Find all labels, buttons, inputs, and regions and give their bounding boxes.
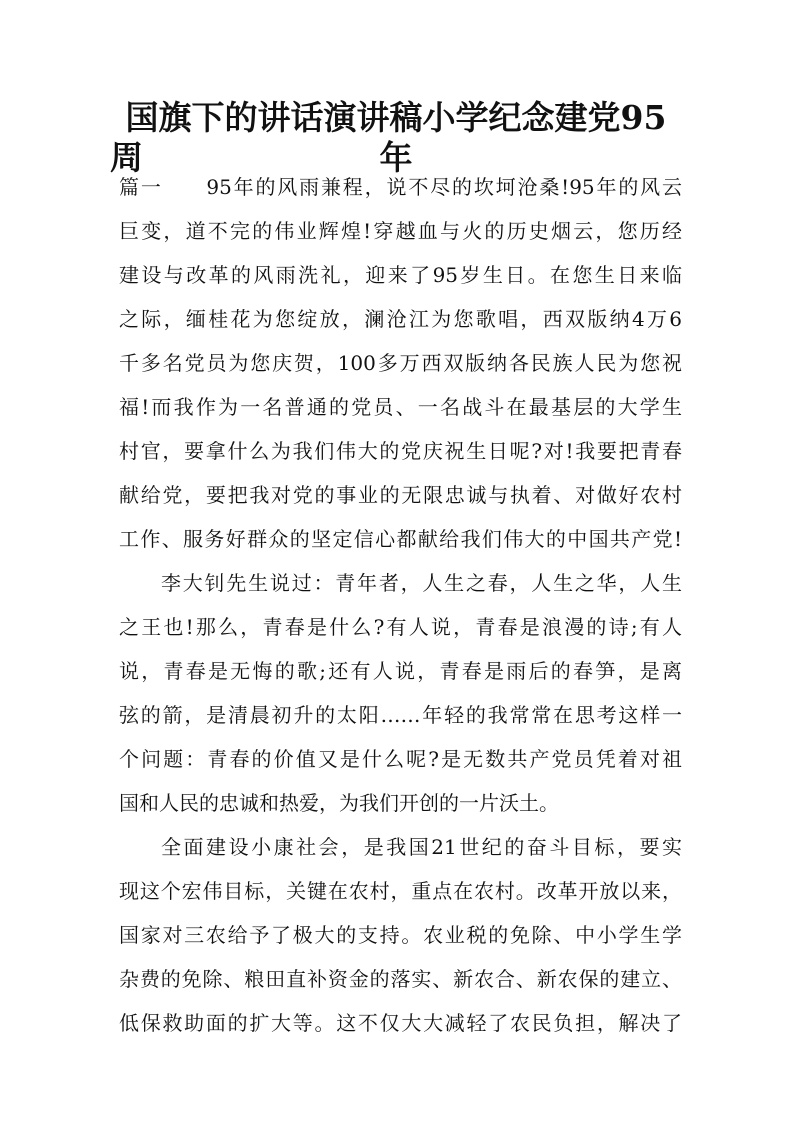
- text-line: 村官，要拿什么为我们伟大的党庆祝生日呢?对!我要把青春: [119, 439, 682, 463]
- text-line: 篇一 95年的风雨兼程，说不尽的坎坷沧桑!95年的风云: [119, 175, 682, 199]
- paragraph-2: [119, 561, 682, 825]
- text-line: 国家对三农给予了极大的支持。农业税的免除、中小学生学: [119, 923, 682, 947]
- text-line: 之王也!那么，青春是什么?有人说，青春是浪漫的诗;有人: [119, 615, 682, 639]
- text-line: 献给党，要把我对党的事业的无限忠诚与执着、对做好农村: [119, 483, 682, 507]
- text-line: 建设与改革的风雨洗礼，迎来了95岁生日。在您生日来临: [119, 263, 682, 287]
- document-body: [119, 165, 682, 1045]
- text-line: 国和人民的忠诚和热爱，为我们开创的一片沃土。: [119, 791, 559, 815]
- text-line: 福!而我作为一名普通的党员、一名战斗在最基层的大学生: [119, 395, 682, 419]
- text-line: 低保救助面的扩大等。这不仅大大减轻了农民负担，解决了: [119, 1011, 682, 1035]
- document-title-line-1: 国旗下的讲话演讲稿小学纪念建党95周: [110, 98, 667, 177]
- paragraph-3: [119, 825, 682, 1045]
- document-title-line-2: 年: [379, 138, 413, 177]
- text-line: 现这个宏伟目标，关键在农村，重点在农村。改革开放以来，: [119, 879, 682, 903]
- paragraph-1: [119, 165, 682, 561]
- text-line: 全面建设小康社会，是我国21世纪的奋斗目标，要实: [161, 835, 682, 859]
- text-line: 弦的箭，是清晨初升的太阳……年轻的我常常在思考这样一: [119, 703, 682, 727]
- text-line: 说，青春是无悔的歌;还有人说，青春是雨后的春笋，是离: [119, 659, 682, 683]
- text-line: 千多名党员为您庆贺，100多万西双版纳各民族人民为您祝: [119, 351, 682, 375]
- text-line: 巨变，道不完的伟业辉煌!穿越血与火的历史烟云，您历经: [119, 219, 682, 243]
- text-line: 工作、服务好群众的坚定信心都献给我们伟大的中国共产党!: [119, 527, 682, 551]
- text-line: 李大钊先生说过：青年者，人生之春，人生之华，人生: [161, 571, 682, 595]
- text-line: 个问题：青春的价值又是什么呢?是无数共产党员凭着对祖: [119, 747, 682, 771]
- text-line: 杂费的免除、粮田直补资金的落实、新农合、新农保的建立、: [119, 967, 682, 991]
- text-line: 之际，缅桂花为您绽放，澜沧江为您歌唱，西双版纳4万6: [119, 307, 682, 331]
